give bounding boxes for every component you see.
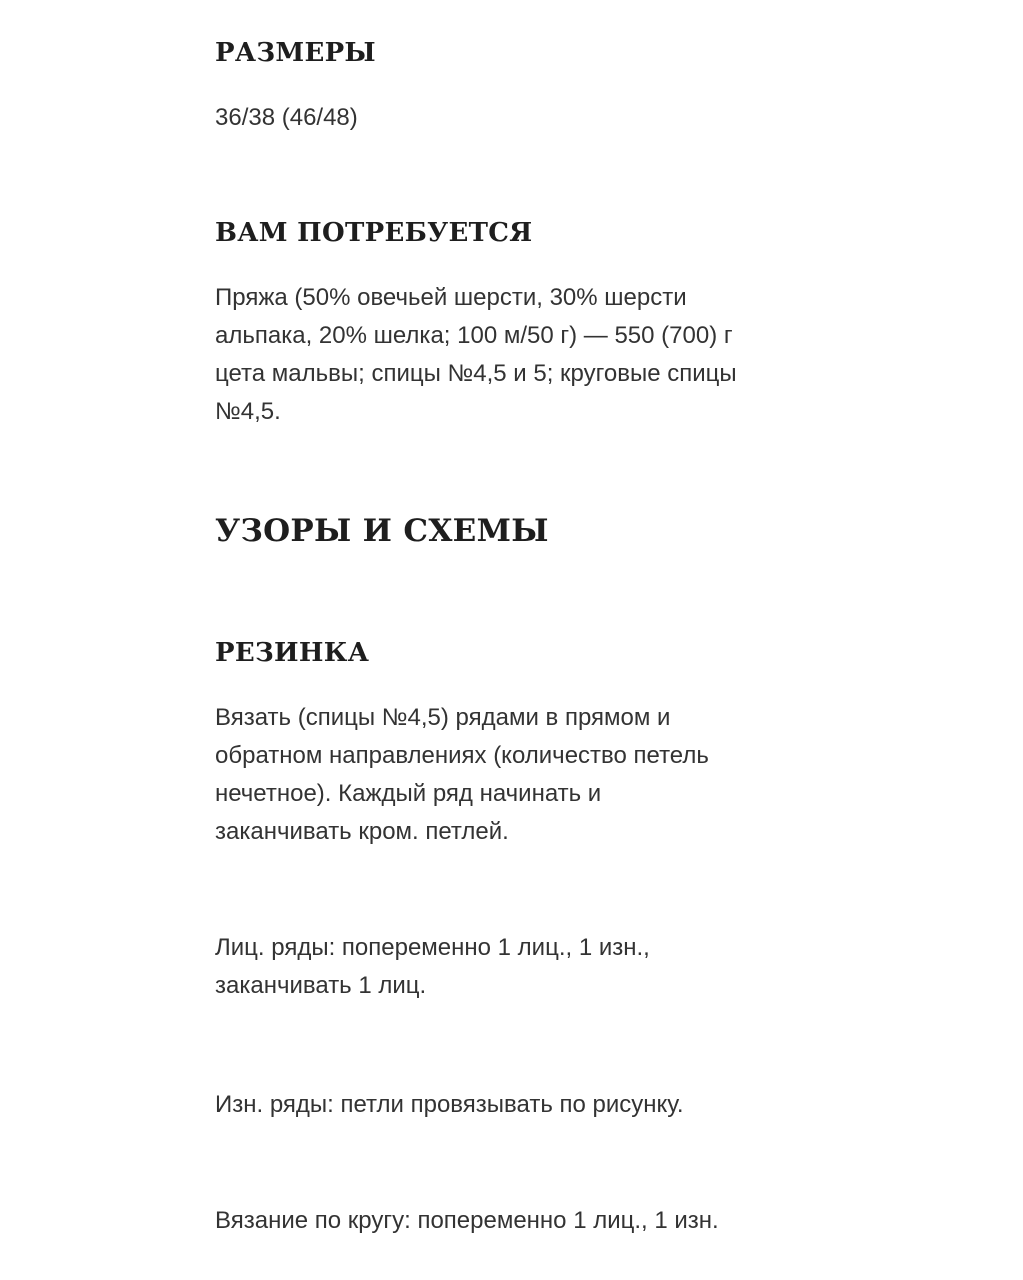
rib-intro-line: заканчивать кром. петлей. [215,818,509,845]
rib-round-paragraph: Вязание по кругу: попеременно 1 лиц., 1 изн. [215,1207,719,1234]
rib-intro-paragraph [215,699,825,851]
rib-rs-line: Лиц. ряды: попеременно 1 лиц., 1 изн., [215,934,650,961]
materials-line: цета мальвы; спицы №4,5 и 5; круговые спицы [215,360,737,387]
rib-rs-line: заканчивать 1 лиц. [215,972,427,999]
rib-intro-line: обратном направлениях (количество петель [215,742,709,769]
sizes-value: 36/38 (46/48) [215,104,358,131]
materials-heading: ВАМ ПОТРЕБУЕТСЯ [215,218,533,248]
rib-ws-paragraph: Изн. ряды: петли провязывать по рисунку. [215,1091,684,1118]
materials-line: альпака, 20% шелка; 100 м/50 г) — 550 (700) г [215,322,733,349]
materials-line: Пряжа (50% овечьей шерсти, 30% шерсти [215,284,687,311]
rib-intro-line: Вязать (спицы №4,5) рядами в прямом и [215,704,671,731]
patterns-heading: УЗОРЫ И СХЕМЫ [215,513,549,549]
sizes-heading: РАЗМЕРЫ [215,38,376,68]
rib-intro-line: нечетное). Каждый ряд начинать и [215,780,602,807]
materials-line: №4,5. [215,398,281,425]
rib-heading: РЕЗИНКА [215,638,370,668]
materials-paragraph [215,279,825,431]
rib-rs-paragraph [215,929,825,1005]
